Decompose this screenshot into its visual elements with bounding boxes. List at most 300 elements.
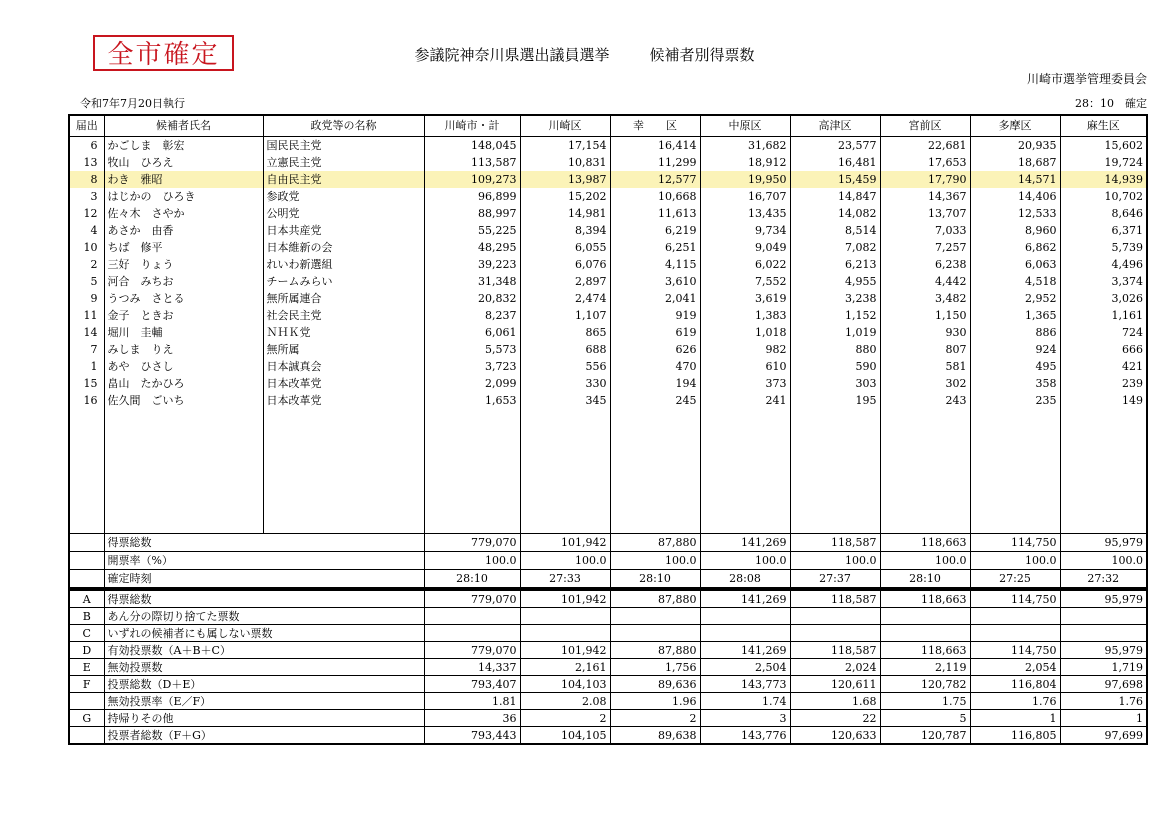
stats-cell: 143,773	[700, 676, 790, 693]
stats-cell: 87,880	[610, 642, 700, 659]
candidate-row	[69, 324, 1147, 341]
candidate-no: 4	[69, 222, 104, 239]
candidate-name: 畠山 たかひろ	[104, 375, 263, 392]
stats-row	[69, 608, 1147, 625]
vote-cell: 1,152	[790, 307, 880, 324]
vote-cell: 14,939	[1060, 171, 1147, 188]
vote-cell: 12,533	[970, 205, 1060, 222]
summary-row	[69, 534, 1147, 552]
blank-space-row	[69, 409, 1147, 534]
stats-cell	[1060, 625, 1147, 642]
vote-cell: 1,019	[790, 324, 880, 341]
header-no: 届出	[69, 115, 104, 137]
vote-cell: 1,107	[520, 307, 610, 324]
candidate-no: 14	[69, 324, 104, 341]
vote-cell: 195	[790, 392, 880, 409]
vote-cell: 31,348	[424, 273, 520, 290]
candidate-no: 2	[69, 256, 104, 273]
stats-cell: 120,782	[880, 676, 970, 693]
vote-cell: 302	[880, 375, 970, 392]
voting-stats-table	[68, 589, 1148, 745]
candidate-name: みしま りえ	[104, 341, 263, 358]
candidate-no: 3	[69, 188, 104, 205]
vote-cell: 96,899	[424, 188, 520, 205]
candidate-no: 10	[69, 239, 104, 256]
confirmed-stamp: 全市確定	[93, 35, 234, 71]
candidate-name: わき 雅昭	[104, 171, 263, 188]
vote-cell: 2,099	[424, 375, 520, 392]
vote-cell: 14,082	[790, 205, 880, 222]
summary-cell: 100.0	[1060, 552, 1147, 570]
stats-cell	[700, 625, 790, 642]
header-row	[69, 115, 1147, 137]
vote-cell: 149	[1060, 392, 1147, 409]
vote-cell: 245	[610, 392, 700, 409]
vote-cell: 10,831	[520, 154, 610, 171]
candidate-votes-table	[68, 114, 1148, 589]
stats-cell: 95,979	[1060, 642, 1147, 659]
vote-cell: 807	[880, 341, 970, 358]
header-district: 麻生区	[1060, 115, 1147, 137]
vote-cell: 14,571	[970, 171, 1060, 188]
summary-cell: 27:37	[790, 570, 880, 589]
stats-cell: 101,942	[520, 642, 610, 659]
stats-cell: 114,750	[970, 590, 1060, 608]
vote-cell: 345	[520, 392, 610, 409]
candidate-row	[69, 392, 1147, 409]
candidate-no: 8	[69, 171, 104, 188]
header-district: 川崎区	[520, 115, 610, 137]
stats-cell: 2	[520, 710, 610, 727]
stats-cell: 114,750	[970, 642, 1060, 659]
vote-cell: 421	[1060, 358, 1147, 375]
stats-cell: 1,756	[610, 659, 700, 676]
candidate-row	[69, 222, 1147, 239]
vote-cell: 865	[520, 324, 610, 341]
stats-cell: 118,587	[790, 590, 880, 608]
stats-cell: 2,119	[880, 659, 970, 676]
vote-cell: 919	[610, 307, 700, 324]
vote-cell: 113,587	[424, 154, 520, 171]
vote-cell: 6,061	[424, 324, 520, 341]
vote-cell: 1,653	[424, 392, 520, 409]
vote-cell: 17,154	[520, 137, 610, 155]
stats-cell	[1060, 608, 1147, 625]
candidate-no: 5	[69, 273, 104, 290]
candidate-name: 佐々木 さやか	[104, 205, 263, 222]
candidate-name: 河合 みちお	[104, 273, 263, 290]
candidate-party: 参政党	[263, 188, 424, 205]
summary-blank	[69, 570, 104, 589]
vote-cell: 4,518	[970, 273, 1060, 290]
summary-cell: 100.0	[970, 552, 1060, 570]
vote-cell: 88,997	[424, 205, 520, 222]
stats-cell: 118,587	[790, 642, 880, 659]
vote-cell: 14,367	[880, 188, 970, 205]
vote-cell: 22,681	[880, 137, 970, 155]
vote-cell: 8,960	[970, 222, 1060, 239]
vote-cell: 590	[790, 358, 880, 375]
stats-cell: 97,698	[1060, 676, 1147, 693]
vote-cell: 2,952	[970, 290, 1060, 307]
candidate-name: 牧山 ひろえ	[104, 154, 263, 171]
vote-cell: 8,237	[424, 307, 520, 324]
header-district: 幸 区	[610, 115, 700, 137]
header-district: 川崎市・計	[424, 115, 520, 137]
summary-row	[69, 570, 1147, 589]
vote-cell: 688	[520, 341, 610, 358]
summary-cell: 87,880	[610, 534, 700, 552]
summary-cell: 100.0	[790, 552, 880, 570]
stats-cell: 793,443	[424, 727, 520, 745]
vote-cell: 55,225	[424, 222, 520, 239]
summary-cell: 779,070	[424, 534, 520, 552]
candidate-no: 7	[69, 341, 104, 358]
stats-cell: 87,880	[610, 590, 700, 608]
vote-cell: 3,026	[1060, 290, 1147, 307]
stats-code: D	[69, 642, 104, 659]
vote-cell: 358	[970, 375, 1060, 392]
stats-code	[69, 727, 104, 745]
vote-cell: 330	[520, 375, 610, 392]
vote-cell: 6,219	[610, 222, 700, 239]
vote-cell: 3,723	[424, 358, 520, 375]
stats-cell: 2,504	[700, 659, 790, 676]
vote-cell: 626	[610, 341, 700, 358]
summary-cell: 114,750	[970, 534, 1060, 552]
vote-cell: 3,374	[1060, 273, 1147, 290]
vote-cell: 194	[610, 375, 700, 392]
summary-label: 確定時刻	[104, 570, 424, 589]
summary-blank	[69, 552, 104, 570]
vote-cell: 48,295	[424, 239, 520, 256]
summary-cell: 118,663	[880, 534, 970, 552]
vote-cell: 18,687	[970, 154, 1060, 171]
vote-cell: 8,394	[520, 222, 610, 239]
vote-cell: 880	[790, 341, 880, 358]
stats-cell: 779,070	[424, 642, 520, 659]
stats-cell: 97,699	[1060, 727, 1147, 745]
stats-cell	[424, 625, 520, 642]
vote-cell: 3,482	[880, 290, 970, 307]
vote-cell: 19,724	[1060, 154, 1147, 171]
title-main: 参議院神奈川県選出議員選挙	[414, 46, 610, 64]
stats-cell	[880, 625, 970, 642]
stats-code	[69, 693, 104, 710]
summary-cell: 100.0	[424, 552, 520, 570]
vote-cell: 7,552	[700, 273, 790, 290]
candidate-party: 日本改革党	[263, 375, 424, 392]
stats-label: 投票者総数（F＋G）	[104, 727, 424, 745]
vote-cell: 10,702	[1060, 188, 1147, 205]
vote-cell: 3,238	[790, 290, 880, 307]
stats-row	[69, 727, 1147, 745]
stats-cell: 95,979	[1060, 590, 1147, 608]
vote-cell: 31,682	[700, 137, 790, 155]
stats-cell	[520, 608, 610, 625]
vote-cell: 724	[1060, 324, 1147, 341]
vote-cell: 1,161	[1060, 307, 1147, 324]
vote-cell: 8,514	[790, 222, 880, 239]
candidate-party: 日本維新の会	[263, 239, 424, 256]
stats-cell: 143,776	[700, 727, 790, 745]
stats-label: いずれの候補者にも属しない票数	[104, 625, 424, 642]
header-district: 宮前区	[880, 115, 970, 137]
summary-cell: 28:10	[610, 570, 700, 589]
vote-cell: 14,406	[970, 188, 1060, 205]
candidate-name: あさか 由香	[104, 222, 263, 239]
vote-cell: 17,790	[880, 171, 970, 188]
vote-cell: 15,459	[790, 171, 880, 188]
vote-cell: 6,076	[520, 256, 610, 273]
stats-cell: 118,663	[880, 590, 970, 608]
vote-cell: 373	[700, 375, 790, 392]
vote-cell: 610	[700, 358, 790, 375]
stats-cell: 89,636	[610, 676, 700, 693]
stats-cell: 1.81	[424, 693, 520, 710]
stats-cell	[610, 608, 700, 625]
stats-cell: 14,337	[424, 659, 520, 676]
stats-cell: 141,269	[700, 642, 790, 659]
vote-cell: 2,041	[610, 290, 700, 307]
vote-cell: 16,481	[790, 154, 880, 171]
vote-cell: 109,273	[424, 171, 520, 188]
header-party: 政党等の名称	[263, 115, 424, 137]
stats-code: F	[69, 676, 104, 693]
vote-cell: 15,602	[1060, 137, 1147, 155]
vote-cell: 14,847	[790, 188, 880, 205]
candidate-name: ちば 修平	[104, 239, 263, 256]
candidate-row	[69, 273, 1147, 290]
summary-row	[69, 552, 1147, 570]
vote-cell: 148,045	[424, 137, 520, 155]
candidate-name: 三好 りょう	[104, 256, 263, 273]
stats-cell: 5	[880, 710, 970, 727]
summary-cell: 100.0	[520, 552, 610, 570]
candidate-name: うつみ さとる	[104, 290, 263, 307]
vote-cell: 10,668	[610, 188, 700, 205]
header-district: 多摩区	[970, 115, 1060, 137]
candidate-party: 日本共産党	[263, 222, 424, 239]
stats-row	[69, 710, 1147, 727]
vote-cell: 241	[700, 392, 790, 409]
vote-cell: 13,435	[700, 205, 790, 222]
vote-cell: 3,610	[610, 273, 700, 290]
stats-cell: 116,805	[970, 727, 1060, 745]
vote-cell: 4,955	[790, 273, 880, 290]
vote-cell: 16,414	[610, 137, 700, 155]
candidate-row	[69, 188, 1147, 205]
stats-cell	[970, 608, 1060, 625]
stats-label: 持帰りその他	[104, 710, 424, 727]
summary-cell: 27:33	[520, 570, 610, 589]
summary-cell: 95,979	[1060, 534, 1147, 552]
vote-cell: 924	[970, 341, 1060, 358]
candidate-party: 公明党	[263, 205, 424, 222]
vote-cell: 7,033	[880, 222, 970, 239]
vote-cell: 5,739	[1060, 239, 1147, 256]
vote-cell: 470	[610, 358, 700, 375]
stats-cell	[970, 625, 1060, 642]
vote-cell: 930	[880, 324, 970, 341]
vote-cell: 1,365	[970, 307, 1060, 324]
vote-cell: 13,707	[880, 205, 970, 222]
stats-code: B	[69, 608, 104, 625]
candidate-name: かごしま 彰宏	[104, 137, 263, 155]
summary-cell: 27:25	[970, 570, 1060, 589]
stats-row	[69, 676, 1147, 693]
candidate-row	[69, 137, 1147, 155]
stats-cell: 104,105	[520, 727, 610, 745]
stats-cell: 779,070	[424, 590, 520, 608]
stats-cell	[880, 608, 970, 625]
stats-code: E	[69, 659, 104, 676]
candidate-name: 佐久間 ごいち	[104, 392, 263, 409]
vote-cell: 6,022	[700, 256, 790, 273]
vote-cell: 9,734	[700, 222, 790, 239]
title-sub: 候補者別得票数	[649, 46, 755, 64]
stats-cell: 36	[424, 710, 520, 727]
stats-label: 無効投票数	[104, 659, 424, 676]
vote-cell: 3,619	[700, 290, 790, 307]
candidate-party: 日本誠真会	[263, 358, 424, 375]
summary-label: 開票率（%）	[104, 552, 424, 570]
vote-cell: 8,646	[1060, 205, 1147, 222]
vote-cell: 235	[970, 392, 1060, 409]
confirm-time: 28：10 確定	[1075, 97, 1147, 110]
stats-cell: 1.76	[1060, 693, 1147, 710]
stats-cell: 1.76	[970, 693, 1060, 710]
candidate-row	[69, 290, 1147, 307]
stats-cell: 1	[1060, 710, 1147, 727]
summary-blank	[69, 534, 104, 552]
summary-cell: 28:10	[424, 570, 520, 589]
summary-cell: 100.0	[700, 552, 790, 570]
stats-cell: 118,663	[880, 642, 970, 659]
stats-cell: 1.96	[610, 693, 700, 710]
header-district: 中原区	[700, 115, 790, 137]
vote-cell: 16,707	[700, 188, 790, 205]
stats-cell: 89,638	[610, 727, 700, 745]
vote-cell: 7,082	[790, 239, 880, 256]
stats-cell: 2,161	[520, 659, 610, 676]
summary-cell: 101,942	[520, 534, 610, 552]
candidate-row	[69, 358, 1147, 375]
stats-cell: 1,719	[1060, 659, 1147, 676]
stats-cell: 793,407	[424, 676, 520, 693]
vote-cell: 619	[610, 324, 700, 341]
candidate-row	[69, 205, 1147, 222]
stats-cell: 1	[970, 710, 1060, 727]
stats-cell	[610, 625, 700, 642]
vote-cell: 1,383	[700, 307, 790, 324]
stats-row	[69, 642, 1147, 659]
vote-cell: 23,577	[790, 137, 880, 155]
stats-cell: 120,633	[790, 727, 880, 745]
vote-cell: 11,299	[610, 154, 700, 171]
candidate-name: 金子 ときお	[104, 307, 263, 324]
vote-cell: 11,613	[610, 205, 700, 222]
vote-cell: 303	[790, 375, 880, 392]
candidate-row	[69, 375, 1147, 392]
candidate-party: 立憲民主党	[263, 154, 424, 171]
header-district: 高津区	[790, 115, 880, 137]
candidate-party: 国民民主党	[263, 137, 424, 155]
committee-name: 川崎市選挙管理委員会	[1026, 72, 1147, 86]
summary-cell: 100.0	[610, 552, 700, 570]
stats-cell: 3	[700, 710, 790, 727]
candidate-row	[69, 154, 1147, 171]
stats-cell: 120,787	[880, 727, 970, 745]
vote-cell: 556	[520, 358, 610, 375]
stats-cell: 141,269	[700, 590, 790, 608]
stats-cell: 2,054	[970, 659, 1060, 676]
stats-row	[69, 625, 1147, 642]
candidate-party: チームみらい	[263, 273, 424, 290]
candidate-party: れいわ新選組	[263, 256, 424, 273]
vote-cell: 1,018	[700, 324, 790, 341]
vote-cell: 6,238	[880, 256, 970, 273]
stats-row	[69, 693, 1147, 710]
stats-cell: 120,611	[790, 676, 880, 693]
vote-cell: 18,912	[700, 154, 790, 171]
vote-cell: 4,115	[610, 256, 700, 273]
vote-cell: 20,935	[970, 137, 1060, 155]
candidate-party: 無所属	[263, 341, 424, 358]
candidate-name: はじかの ひろき	[104, 188, 263, 205]
summary-cell: 118,587	[790, 534, 880, 552]
candidate-row	[69, 307, 1147, 324]
candidate-row	[69, 341, 1147, 358]
vote-cell: 12,577	[610, 171, 700, 188]
summary-label: 得票総数	[104, 534, 424, 552]
stats-label: 得票総数	[104, 590, 424, 608]
stats-label: 有効投票数（A＋B＋C）	[104, 642, 424, 659]
summary-cell: 28:08	[700, 570, 790, 589]
candidate-no: 12	[69, 205, 104, 222]
vote-cell: 1,150	[880, 307, 970, 324]
candidate-party: 日本改革党	[263, 392, 424, 409]
vote-cell: 6,251	[610, 239, 700, 256]
candidate-name: 堀川 圭輔	[104, 324, 263, 341]
vote-cell: 2,897	[520, 273, 610, 290]
stats-cell: 116,804	[970, 676, 1060, 693]
vote-cell: 19,950	[700, 171, 790, 188]
vote-cell: 239	[1060, 375, 1147, 392]
stats-cell: 104,103	[520, 676, 610, 693]
candidate-row	[69, 256, 1147, 273]
candidate-no: 13	[69, 154, 104, 171]
vote-cell: 6,063	[970, 256, 1060, 273]
vote-cell: 13,987	[520, 171, 610, 188]
stats-row	[69, 590, 1147, 608]
summary-cell: 27:32	[1060, 570, 1147, 589]
vote-cell: 6,055	[520, 239, 610, 256]
stats-cell: 2.08	[520, 693, 610, 710]
candidate-row	[69, 171, 1147, 188]
stats-code: G	[69, 710, 104, 727]
candidate-party: 社会民主党	[263, 307, 424, 324]
candidate-party: ＮＨＫ党	[263, 324, 424, 341]
candidate-name: あや ひさし	[104, 358, 263, 375]
candidate-party: 無所属連合	[263, 290, 424, 307]
vote-cell: 886	[970, 324, 1060, 341]
vote-cell: 2,474	[520, 290, 610, 307]
stats-cell	[790, 625, 880, 642]
header-name: 候補者氏名	[104, 115, 263, 137]
stats-cell	[424, 608, 520, 625]
candidate-no: 15	[69, 375, 104, 392]
